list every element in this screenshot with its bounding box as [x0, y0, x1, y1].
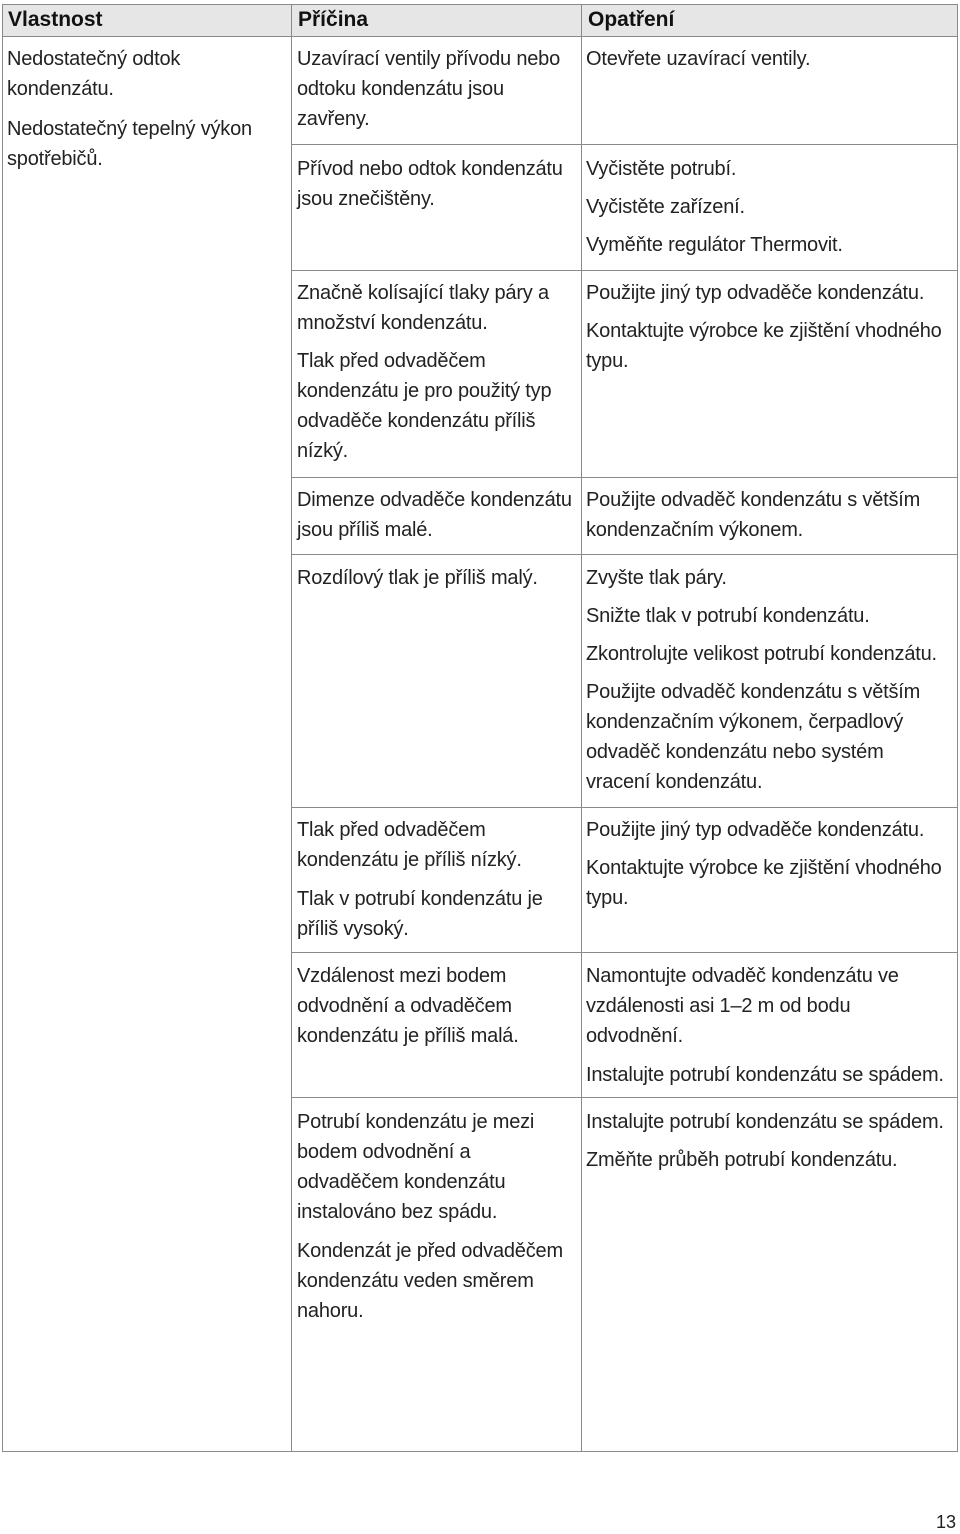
- text-line: kondenzátu je příliš malá.: [297, 1025, 519, 1047]
- column-divider-1: [291, 4, 292, 1452]
- text-line: Tlak v potrubí kondenzátu je: [297, 888, 543, 910]
- text-line: Nedostatečný tepelný výkon: [7, 118, 252, 140]
- text-line: vracení kondenzátu.: [586, 771, 763, 793]
- vlastnost-cell: [7, 114, 252, 174]
- header-vlastnost: [2, 4, 291, 36]
- text-line: Instalujte potrubí kondenzátu se spádem.: [586, 1064, 944, 1086]
- text-line: Rozdílový tlak je příliš malý.: [297, 567, 538, 589]
- text-line: Použijte jiný typ odvaděče kondenzátu.: [586, 282, 925, 304]
- text-line: odtoku kondenzátu jsou: [297, 78, 504, 100]
- pricina-cell: [297, 346, 551, 466]
- text-line: Tlak před odvaděčem: [297, 819, 486, 841]
- opatreni-cell: [586, 1107, 944, 1137]
- text-line: typu.: [586, 350, 629, 372]
- troubleshooting-table: [2, 4, 958, 1452]
- opatreni-cell: [586, 44, 810, 74]
- text-line: bodem odvodnění a: [297, 1141, 471, 1163]
- header-divider: [2, 36, 958, 37]
- opatreni-cell: [586, 230, 843, 260]
- text-line: Zvyšte tlak páry.: [586, 567, 727, 589]
- pricina-cell: [297, 563, 538, 593]
- row-separator: [292, 477, 958, 478]
- pricina-cell: [297, 961, 519, 1051]
- text-line: Otevřete uzavírací ventily.: [586, 48, 811, 70]
- text-line: nahoru.: [297, 1300, 364, 1322]
- text-line: instalováno bez spádu.: [297, 1201, 498, 1223]
- text-line: Snižte tlak v potrubí kondenzátu.: [586, 605, 870, 627]
- opatreni-cell: [586, 601, 870, 631]
- text-line: zavřeny.: [297, 108, 370, 130]
- text-line: Značně kolísající tlaky páry a: [297, 282, 549, 304]
- text-line: spotřebičů.: [7, 148, 103, 170]
- text-line: odvodnění.: [586, 1025, 683, 1047]
- text-line: Potrubí kondenzátu je mezi: [297, 1111, 535, 1133]
- header-vlastnost-label: Vlastnost: [8, 8, 103, 31]
- text-line: Tlak před odvaděčem: [297, 350, 486, 372]
- table-border-top: [2, 4, 958, 5]
- text-line: Uzavírací ventily přívodu nebo: [297, 48, 561, 70]
- text-line: odvaděčem kondenzátu: [297, 1171, 506, 1193]
- row-separator: [292, 270, 958, 271]
- table-border-left: [2, 4, 3, 1452]
- text-line: Vyčistěte potrubí.: [586, 158, 737, 180]
- table-border-bottom: [2, 1451, 958, 1452]
- vlastnost-cell: [7, 44, 180, 104]
- row-separator: [292, 554, 958, 555]
- text-line: Instalujte potrubí kondenzátu se spádem.: [586, 1111, 944, 1133]
- text-line: příliš vysoký.: [297, 918, 409, 940]
- opatreni-cell: [586, 154, 736, 184]
- text-line: množství kondenzátu.: [297, 312, 488, 334]
- row-separator: [292, 144, 958, 145]
- opatreni-cell: [586, 853, 942, 913]
- header-pricina: [292, 4, 581, 36]
- pricina-cell: [297, 44, 560, 134]
- text-line: Kondenzát je před odvaděčem: [297, 1240, 563, 1262]
- text-line: Dimenze odvaděče kondenzátu: [297, 489, 572, 511]
- opatreni-cell: [586, 1145, 897, 1175]
- text-line: Přívod nebo odtok kondenzátu: [297, 158, 563, 180]
- text-line: Vyčistěte zařízení.: [586, 196, 745, 218]
- row-separator: [292, 807, 958, 808]
- text-line: Vzdálenost mezi bodem: [297, 965, 507, 987]
- opatreni-cell: [586, 677, 920, 797]
- text-line: Namontujte odvaděč kondenzátu ve: [586, 965, 899, 987]
- pricina-cell: [297, 815, 522, 875]
- opatreni-cell: [586, 961, 899, 1051]
- text-line: odvodnění a odvaděčem: [297, 995, 512, 1017]
- text-line: kondenzátu.: [7, 78, 114, 100]
- text-line: Použijte odvaděč kondenzátu s větším: [586, 681, 921, 703]
- header-opatreni-label: Opatření: [588, 8, 675, 31]
- text-line: Vyměňte regulátor Thermovit.: [586, 234, 843, 256]
- text-line: Kontaktujte výrobce ke zjištění vhodného: [586, 320, 942, 342]
- pricina-cell: [297, 154, 563, 214]
- opatreni-cell: [586, 278, 924, 308]
- header-pricina-label: Příčina: [298, 8, 369, 31]
- header-opatreni: [582, 4, 958, 36]
- text-line: kondenzátu veden směrem: [297, 1270, 534, 1292]
- pricina-cell: [297, 1107, 534, 1227]
- text-line: Zkontrolujte velikost potrubí kondenzátu.: [586, 643, 937, 665]
- text-line: Nedostatečný odtok: [7, 48, 181, 70]
- pricina-cell: [297, 884, 543, 944]
- opatreni-cell: [586, 1060, 944, 1090]
- text-line: Kontaktujte výrobce ke zjištění vhodného: [586, 857, 942, 879]
- text-line: odvaděče kondenzátu příliš: [297, 410, 536, 432]
- opatreni-cell: [586, 815, 924, 845]
- opatreni-cell: [586, 563, 727, 593]
- text-line: nízký.: [297, 440, 349, 462]
- text-line: typu.: [586, 887, 629, 909]
- page-number: 13: [935, 1512, 956, 1532]
- text-line: jsou znečištěny.: [297, 188, 435, 210]
- text-line: Použijte jiný typ odvaděče kondenzátu.: [586, 819, 925, 841]
- opatreni-cell: [586, 639, 937, 669]
- pricina-cell: [297, 278, 549, 338]
- column-divider-2: [581, 4, 582, 1452]
- text-line: jsou příliš malé.: [297, 519, 433, 541]
- row-separator: [292, 952, 958, 953]
- pricina-cell: [297, 485, 572, 545]
- row-separator: [292, 1097, 958, 1098]
- opatreni-cell: [586, 316, 942, 376]
- text-line: kondenzačním výkonem, čerpadlový: [586, 711, 904, 733]
- text-line: kondenzátu je pro použitý typ: [297, 380, 552, 402]
- pricina-cell: [297, 1236, 563, 1326]
- text-line: kondenzátu je příliš nízký.: [297, 849, 522, 871]
- opatreni-cell: [586, 485, 920, 545]
- text-line: vzdálenosti asi 1–2 m od bodu: [586, 995, 851, 1017]
- text-line: Změňte průběh potrubí kondenzátu.: [586, 1149, 898, 1171]
- text-line: Použijte odvaděč kondenzátu s větším: [586, 489, 921, 511]
- text-line: kondenzačním výkonem.: [586, 519, 804, 541]
- opatreni-cell: [586, 192, 745, 222]
- table-border-right: [957, 4, 958, 1452]
- text-line: odvaděč kondenzátu nebo systém: [586, 741, 884, 763]
